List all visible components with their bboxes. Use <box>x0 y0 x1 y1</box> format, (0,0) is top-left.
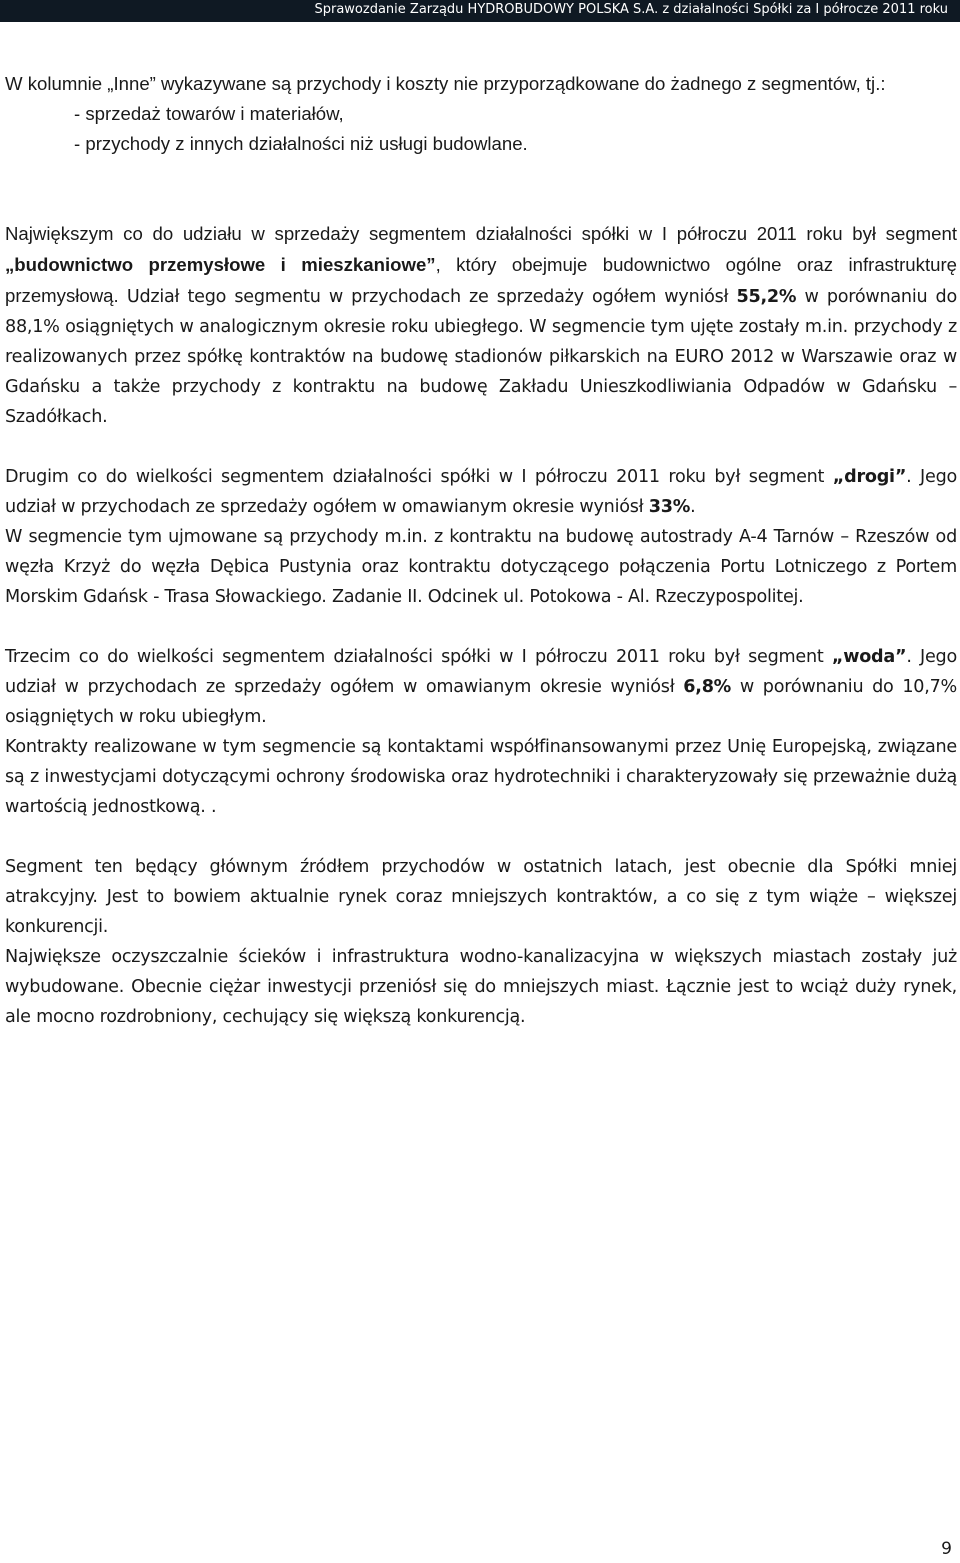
segment3-details: Kontrakty realizowane w tym segmencie są kontaktami współfinansowanymi przez Unię Europejską, związane są z inwestycjami dotyczącymi ochrony środowiska oraz hydrotechniki i charakteryzowały się przeważnie dużą wartością jednostkową. . <box>5 737 957 817</box>
document-body <box>5 69 957 1032</box>
segment3-paragraph <box>5 642 957 732</box>
segment2-text: Drugim co do wielkości segmentem działalności spółki w I półroczu 2011 roku był segment <box>5 467 833 487</box>
segment1-text: Udział tego segmentu w przychodach ze sprzedaży ogółem wyniósł <box>118 287 737 307</box>
segment2-share: 33% <box>648 497 691 517</box>
intro-text: W kolumnie „Inne” wykazywane są przychody i koszty nie przyporządkowane do żadnego z segmentów, tj.: <box>5 73 886 94</box>
list-item: - sprzedaż towarów i materiałów, <box>74 103 344 124</box>
page-number: 9 <box>941 1539 952 1559</box>
segment3-market-paragraph: Segment ten będący głównym źródłem przychodów w ostatnich latach, jest obecnie dla Spółki mniej atrakcyjny. Jest to bowiem aktualnie rynek coraz mniejszych kontraktów, a co się z tym wiąże – większej konkurencji. <box>5 857 957 937</box>
document-header <box>0 0 960 22</box>
segment3-text: w porównaniu do 10,7% osiągniętych w roku ubiegłym. <box>5 677 958 727</box>
segment3-text: . Jego udział w przychodach ze sprzedaży ogółem w omawianym okresie wyniósł <box>5 647 957 697</box>
paragraph-spacer <box>5 189 957 219</box>
segment1-text: , który obejmuje budownictwo ogólne oraz infrastrukturę przemysłową. <box>5 254 957 306</box>
paragraph-spacer <box>5 822 957 852</box>
intro-paragraph <box>5 69 957 159</box>
segment2-text: . Jego udział w przychodach ze sprzedaży ogółem w omawianym okresie wyniósł <box>5 467 957 517</box>
segment2-text: . <box>690 497 696 517</box>
header-title: Sprawozdanie Zarządu HYDROBUDOWY POLSKA S.A. z działalności Spółki za I półrocze 2011 roku <box>314 2 948 17</box>
segment2-details: W segmencie tym ujmowane są przychody m.in. z kontraktu na budowę autostrady A-4 Tarnów – Rzeszów od węzła Krzyż do węzła Dębica Pustynia oraz kontraktu dotyczącego połączenia Portu Lotniczego z Portem Morskim Gdańsk - Trasa Słowackiego. Zadanie II. Odcinek ul. Potokowa - Al. Rzeczypospolitej. <box>5 527 957 607</box>
segment1-name: „budownictwo przemysłowe i mieszkaniowe” <box>5 254 436 275</box>
segment1-text: Największym co do udziału w sprzedaży segmentem działalności spółki w I półroczu 2011 roku był segment <box>5 223 957 244</box>
segment2-paragraph <box>5 462 957 522</box>
list-item: - przychody z innych działalności niż usługi budowlane. <box>74 133 528 154</box>
segment1-text: w porównaniu do 88,1% osiągniętych w analogicznym okresie roku ubiegłego. W segmencie tym ujęte zostały m.in. przychody z realizowanych przez spółkę kontraktów na budowę stadionów piłkarskich na EURO 2012 w Warszawie oraz w Gdańsku a także przychody z kontraktu na budowę Zakładu Unieszkodliwiania Odpadów w Gdańsku – Szadółkach. <box>5 287 957 427</box>
segment3-share: 6,8% <box>683 677 732 697</box>
segment2-name: „drogi” <box>832 467 907 487</box>
segment3-market-paragraph: Największe oczyszczalnie ścieków i infrastruktura wodno-kanalizacyjna w większych miastach zostały już wybudowane. Obecnie ciężar inwestycji przeniósł się do mniejszych miast. Łącznie jest to wciąż duży rynek, ale mocno rozdrobniony, cechujący się większą konkurencją. <box>5 947 957 1027</box>
segment1-paragraph <box>5 219 957 432</box>
paragraph-spacer <box>5 432 957 462</box>
paragraph-spacer <box>5 159 957 189</box>
segment3-name: „woda” <box>831 647 907 667</box>
segment3-text: Trzecim co do wielkości segmentem działalności spółki w I półroczu 2011 roku był segment <box>5 647 832 667</box>
paragraph-spacer <box>5 612 957 642</box>
segment1-share: 55,2% <box>736 287 797 307</box>
